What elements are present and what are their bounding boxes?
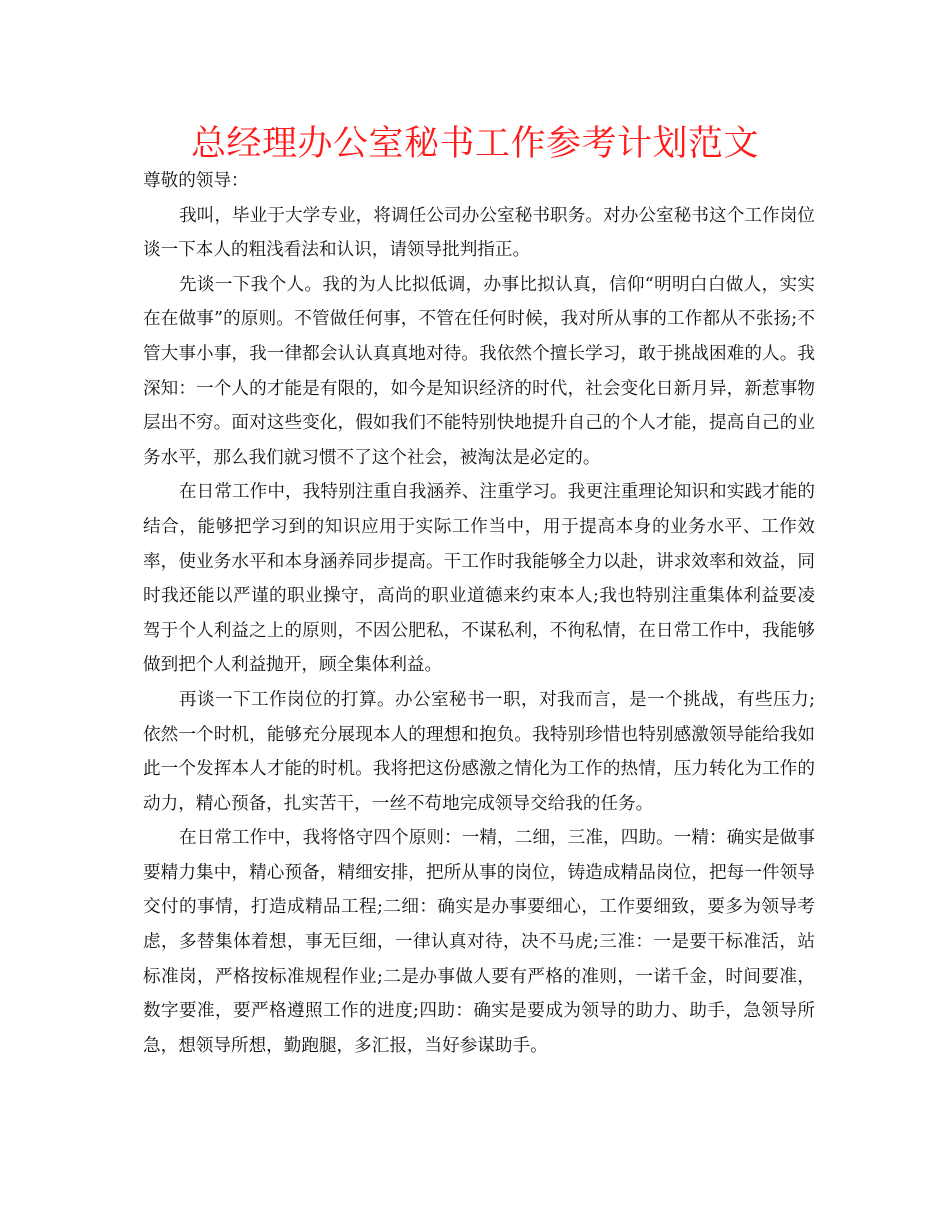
document-body [143,164,815,1063]
document-title: 总经理办公室秘书工作参考计划范文 [190,124,759,164]
paragraph-personal: 先谈一下我个人。我的为人比拟低调，办事比拟认真，信仰“明明白白做人，实实在在做事”的原则。不管做任何事，不管在任何时候，我对所从事的工作都从不张扬;不管大事小事，我一律都会认认真真地对待。我依然个擅长学习，敢于挑战困难的人。我深知：一个人的才能是有限的，如今是知识经济的时代，社会变化日新月异，新惹事物层出不穷。面对这些变化，假如我们不能特别快地提升自己的个人才能，提高自己的业务水平，那么我们就习惯不了这个社会，被淘汰是必定的。 [143,274,815,468]
paragraph-four-principles: 在日常工作中，我将恪守四个原则：一精，二细，三准，四助。一精：确实是做事要精力集中，精心预备，精细安排，把所从事的岗位，铸造成精品岗位，把每一件领导交付的事情，打造成精品工程;二细：确实是办事要细心，工作要细致，要多为领导考虑，多替集体着想，事无巨细，一律认真对待，决不马虎;三准：一是要干标准活，站标准岗，严格按标准规程作业;二是办事做人要有严格的准则，一诺千金，时间要准，数字要准，要严格遵照工作的进度;四助：确实是要成为领导的助力、助手，急领导所急，想领导所想，勤跑腿，多汇报，当好参谋助手。 [143,828,815,1056]
salutation: 尊敬的领导： [143,171,249,191]
paragraph-job-plan: 再谈一下工作岗位的打算。办公室秘书一职，对我而言，是一个挑战，有些压力;依然一个时机，能够充分展现本人的理想和抱负。我特别珍惜也特别感激领导能给我如此一个发挥本人才能的时机。我将把这份感激之情化为工作的热情，压力转化为工作的动力，精心预备，扎实苦干，一丝不苟地完成领导交给我的任务。 [143,689,815,814]
paragraph-intro: 我叫，毕业于大学专业，将调任公司办公室秘书职务。对办公室秘书这个工作岗位谈一下本人的粗浅看法和认识，请领导批判指正。 [143,205,815,261]
paragraph-daily-work: 在日常工作中，我特别注重自我涵养、注重学习。我更注重理论知识和实践才能的结合，能够把学习到的知识应用于实际工作当中，用于提高本身的业务水平、工作效率，使业务水平和本身涵养同步提高。干工作时我能够全力以赴，讲求效率和效益，同时我还能以严谨的职业操守，高尚的职业道德来约束本人;我也特别注重集体利益要凌驾于个人利益之上的原则，不因公肥私，不谋私利，不徇私情，在日常工作中，我能够做到把个人利益抛开，顾全集体利益。 [143,482,815,676]
